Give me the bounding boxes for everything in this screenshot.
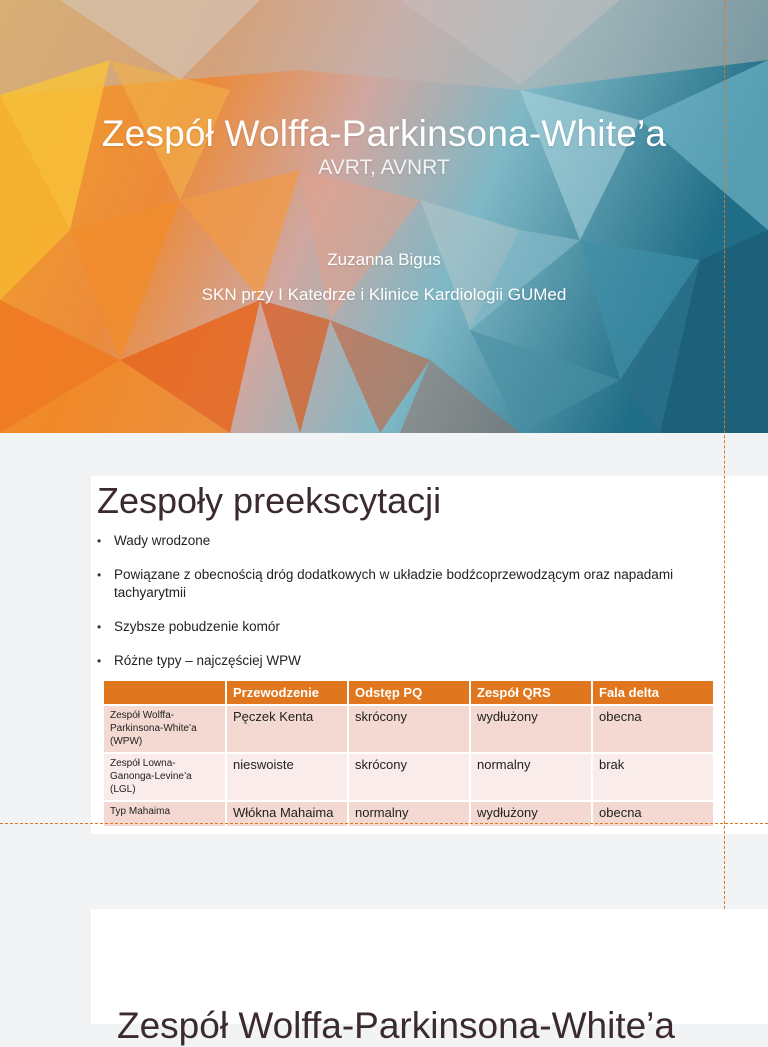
table-cell: wydłużony	[470, 801, 592, 826]
bullet-item	[97, 566, 737, 602]
author-name: Zuzanna Bigus	[327, 250, 441, 269]
title-slide	[0, 0, 768, 433]
table-header-cell: Przewodzenie	[226, 681, 348, 705]
table-header-cell: Zespół QRS	[470, 681, 592, 705]
table-cell: normalny	[470, 753, 592, 801]
bullet-icon: •	[97, 534, 102, 548]
table-cell: nieswoiste	[226, 753, 348, 801]
author-organization: SKN przy I Katedrze i Klinice Kardiologii GUMed	[201, 285, 567, 304]
table-cell: obecna	[592, 801, 714, 826]
table-header-row	[104, 681, 714, 705]
bullet-list	[97, 532, 737, 670]
table-row-label: Zespół Lowna-Ganonga-Levine’a (LGL)	[104, 753, 226, 801]
table-row-label: Zespół Wolffa-Parkinsona-White’a (WPW)	[104, 705, 226, 753]
table-cell: skrócony	[348, 753, 470, 801]
table-row-label: Typ Mahaima	[104, 801, 226, 826]
bullet-text: Różne typy – najczęściej WPW	[114, 653, 301, 668]
bullet-icon: •	[97, 620, 102, 634]
table-cell: wydłużony	[470, 705, 592, 753]
table-cell: Włókna Mahaima	[226, 801, 348, 826]
table-cell: skrócony	[348, 705, 470, 753]
slide-title: Zespół Wolffa-Parkinsona-White’a	[117, 1005, 675, 1046]
slide-preexcitation	[91, 476, 768, 834]
bullet-icon: •	[97, 654, 102, 668]
table-row	[104, 705, 714, 753]
table-row	[104, 753, 714, 801]
table-header-cell: Odstęp PQ	[348, 681, 470, 705]
presentation-subtitle: AVRT, AVNRT	[318, 156, 450, 179]
presentation-title: Zespół Wolffa-Parkinsona-White’a	[101, 113, 667, 154]
bullet-item	[97, 532, 737, 550]
bullet-text: Szybsze pobudzenie komór	[114, 619, 280, 634]
slide-wpw-partial	[91, 909, 768, 1046]
bullet-icon: •	[97, 568, 102, 582]
table-cell: obecna	[592, 705, 714, 753]
bullet-item	[97, 652, 737, 670]
table-header-cell	[104, 681, 226, 705]
bullet-text: Powiązane z obecnością dróg dodatkowych w układzie bodźcoprzewodzącym oraz napadami tachyarytmii	[114, 567, 674, 600]
bullet-item	[97, 618, 737, 636]
table-header-cell: Fala delta	[592, 681, 714, 705]
slide-title: Zespoły preekscytacji	[97, 480, 442, 521]
table-cell: normalny	[348, 801, 470, 826]
horizontal-guide-line	[0, 823, 768, 824]
vertical-guide-line	[724, 0, 725, 1024]
table-cell: brak	[592, 753, 714, 801]
polygon-background	[0, 0, 768, 433]
bullet-text: Wady wrodzone	[114, 533, 211, 548]
comparison-table	[104, 681, 715, 826]
table-cell: Pęczek Kenta	[226, 705, 348, 753]
